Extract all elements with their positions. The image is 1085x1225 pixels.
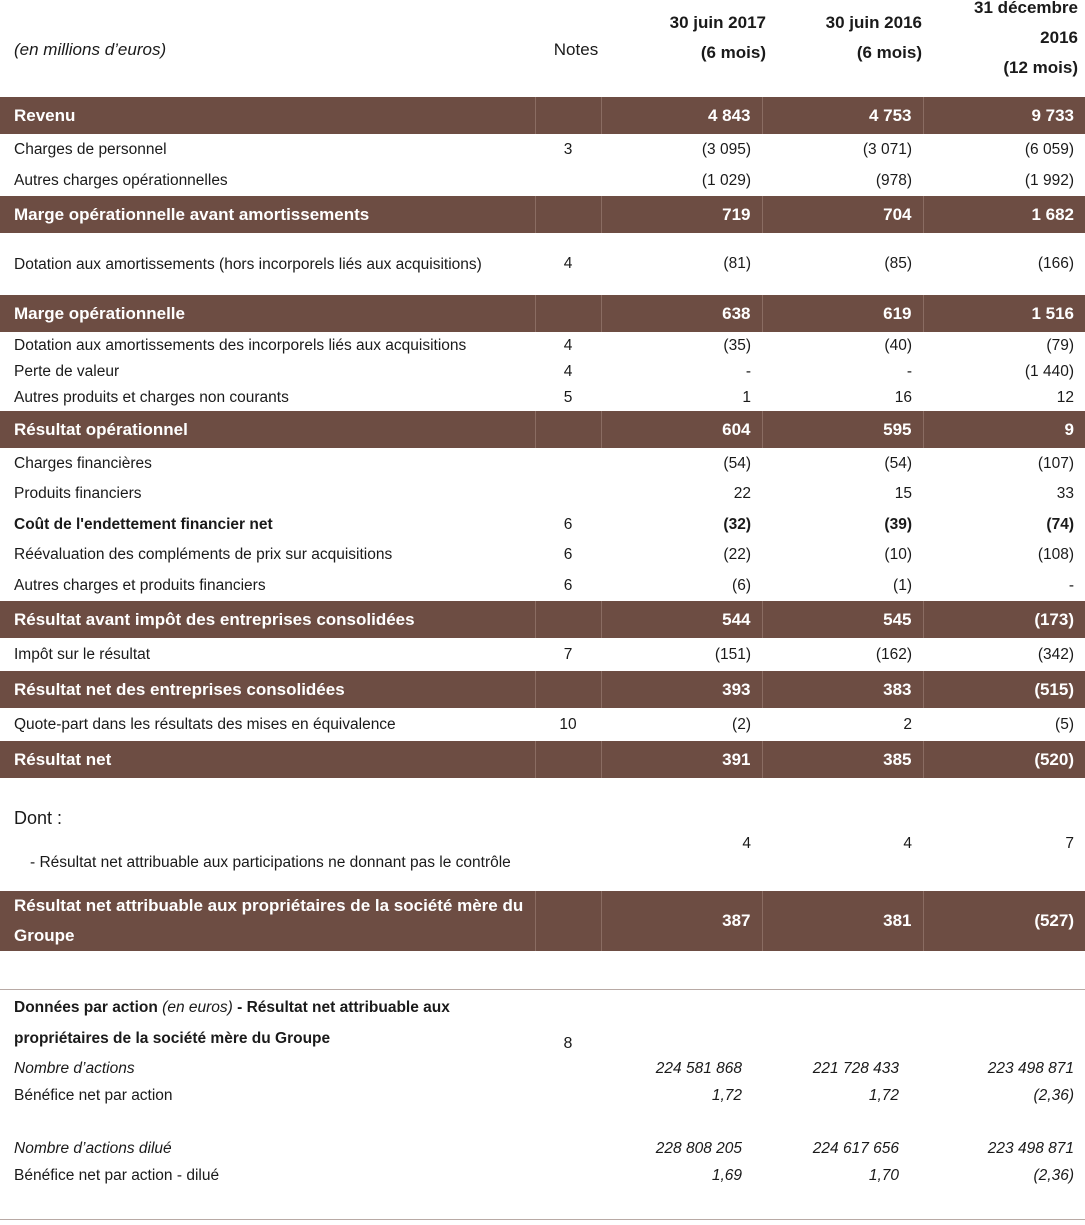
table-row	[0, 448, 1085, 479]
row-value	[762, 778, 923, 833]
table-row	[0, 479, 1085, 509]
row-value: (162)	[875, 645, 912, 663]
row-value: 545	[762, 601, 923, 638]
row-value: 228 808 205	[655, 1139, 742, 1157]
row-value: (1 029)	[701, 171, 751, 189]
table-row	[0, 165, 1085, 196]
row-label: Marge opérationnelle	[0, 295, 535, 332]
row-value: (978)	[875, 171, 912, 189]
row-label: - Résultat net attribuable aux participations ne donnant pas le contrôle	[30, 853, 511, 871]
row-notes	[535, 448, 601, 479]
column-header-line: (6 mois)	[700, 43, 766, 62]
row-value: 9	[923, 411, 1085, 448]
row-value: -	[745, 363, 751, 380]
table-row-ebitda	[0, 196, 1085, 233]
table-row	[0, 359, 1085, 385]
row-value: (2,36)	[1033, 1086, 1074, 1104]
row-value: 4 753	[762, 97, 923, 134]
row-value: (1)	[893, 576, 912, 594]
table-row	[0, 332, 1085, 359]
row-value: 619	[762, 295, 923, 332]
row-value: 383	[762, 671, 923, 708]
row-label: Charges financières	[14, 454, 152, 472]
column-header-dec-2016	[922, 0, 1078, 83]
row-value: (22)	[723, 546, 751, 563]
row-value: 1,72	[868, 1086, 899, 1104]
row-value: (85)	[884, 255, 912, 272]
table-row	[0, 540, 1085, 570]
row-value: (342)	[1037, 645, 1074, 663]
table-row	[0, 638, 1085, 671]
row-value: 4 843	[601, 97, 762, 134]
row-value: (3 071)	[862, 140, 912, 158]
row-value: 16	[894, 389, 912, 406]
row-label: Perte de valeur	[14, 363, 120, 380]
row-notes: 4	[563, 255, 573, 272]
row-label: Impôt sur le résultat	[14, 645, 151, 663]
row-notes	[535, 295, 601, 332]
row-label: Résultat net attribuable aux propriétaires de la société mère du Groupe	[0, 891, 535, 951]
row-label: Autres charges et produits financiers	[14, 576, 266, 594]
row-label: Bénéfice net par action	[14, 1086, 173, 1104]
row-notes	[535, 97, 601, 134]
row-value	[601, 778, 762, 833]
row-value: 221 728 433	[812, 1059, 899, 1077]
row-notes: 10	[559, 715, 577, 733]
row-value: 1,70	[868, 1166, 899, 1184]
table-row	[0, 1055, 1085, 1082]
row-value: 15	[894, 485, 912, 502]
row-value: 22	[733, 485, 751, 502]
row-value: (79)	[1046, 336, 1074, 354]
table-row-operating-margin	[0, 295, 1085, 332]
per-share-title-row	[0, 991, 1085, 1055]
row-value: 719	[601, 196, 762, 233]
row-notes: 6	[563, 546, 573, 563]
row-value: (166)	[1037, 255, 1074, 272]
row-label: Produits financiers	[14, 485, 142, 502]
column-header-line: 30 juin 2017	[669, 13, 766, 32]
row-label: Nombre d’actions	[14, 1059, 135, 1077]
row-notes: 3	[563, 140, 573, 158]
column-header-jun-2017	[602, 8, 766, 68]
row-value: 393	[601, 671, 762, 708]
row-label: Quote-part dans les résultats des mises en équivalence	[14, 715, 396, 733]
row-notes	[535, 741, 601, 778]
row-value: (515)	[923, 671, 1085, 708]
row-label: Bénéfice net par action - dilué	[14, 1166, 220, 1184]
row-value: (35)	[723, 336, 751, 354]
row-label: Autres produits et charges non courants	[14, 389, 289, 406]
notes-header: Notes	[553, 40, 599, 59]
row-value: (1 992)	[1024, 171, 1074, 189]
per-share-title	[0, 991, 535, 1055]
row-label: Résultat net des entreprises consolidées	[0, 671, 535, 708]
table-row	[0, 134, 1085, 165]
table-row-minority	[0, 833, 1085, 891]
row-notes	[535, 778, 601, 833]
row-value: 223 498 871	[987, 1059, 1074, 1077]
row-value: 7	[1065, 835, 1074, 852]
row-value: (54)	[723, 454, 751, 472]
row-value: 544	[601, 601, 762, 638]
row-value: (39)	[884, 515, 912, 533]
row-value: (81)	[723, 255, 751, 272]
row-value: 224 581 868	[655, 1059, 742, 1077]
row-value: 223 498 871	[987, 1139, 1074, 1157]
row-value: 387	[601, 891, 762, 951]
row-value: (151)	[714, 645, 751, 663]
row-value: (108)	[1037, 546, 1074, 563]
table-row-dont	[0, 778, 1085, 833]
row-value: 9 733	[923, 97, 1085, 134]
row-notes: 7	[563, 645, 573, 663]
row-notes	[535, 833, 601, 891]
row-value: (527)	[923, 891, 1085, 951]
table-row-revenu	[0, 97, 1085, 134]
column-header-line: 30 juin 2016	[825, 13, 922, 32]
table-header	[0, 0, 1085, 96]
row-label: Résultat net	[0, 741, 535, 778]
row-notes	[535, 891, 601, 951]
per-share-title-part: - Résultat net attribuable aux propriétaires de la société mère du Groupe	[14, 999, 450, 1047]
row-value: 1 516	[923, 295, 1085, 332]
row-value: 1	[742, 389, 751, 406]
table-row-consolidated-net	[0, 671, 1085, 708]
row-label: Charges de personnel	[14, 140, 167, 158]
row-value	[923, 778, 1085, 833]
row-value: (54)	[884, 454, 912, 472]
table-row	[0, 233, 1085, 295]
row-notes: 6	[563, 515, 573, 533]
row-value: 1,69	[711, 1166, 742, 1184]
row-label: Marge opérationnelle avant amortissements	[0, 196, 535, 233]
row-value: 385	[762, 741, 923, 778]
row-label: Nombre d’actions dilué	[14, 1139, 172, 1157]
row-notes: 5	[563, 389, 573, 406]
row-value: 704	[762, 196, 923, 233]
per-share-table	[0, 991, 1085, 1189]
row-value: 224 617 656	[812, 1139, 899, 1157]
unit-label: (en millions d’euros)	[14, 40, 167, 59]
row-notes: 6	[563, 576, 573, 594]
table-row	[0, 570, 1085, 601]
row-value: 638	[601, 295, 762, 332]
per-share-notes: 8	[563, 1035, 573, 1052]
row-value: 4	[742, 835, 751, 852]
row-value: 391	[601, 741, 762, 778]
row-value: 604	[601, 411, 762, 448]
row-value: (520)	[923, 741, 1085, 778]
row-value: 12	[1056, 389, 1074, 406]
row-notes: 4	[563, 336, 573, 354]
table-row	[0, 1162, 1085, 1189]
row-value: (32)	[723, 515, 751, 533]
row-label: Coût de l'endettement financier net	[14, 515, 273, 533]
row-value: (74)	[1046, 515, 1074, 533]
row-value: (1 440)	[1024, 363, 1074, 380]
row-value: (3 095)	[701, 140, 751, 158]
row-label: Dont :	[14, 808, 63, 828]
row-notes	[535, 411, 601, 448]
row-value: -	[1068, 576, 1074, 594]
table-row	[0, 1082, 1085, 1109]
per-share-title-part: Données par action	[14, 999, 158, 1016]
column-header-jun-2016	[762, 8, 922, 68]
row-label: Dotation aux amortissements (hors incorporels liés aux acquisitions)	[14, 255, 482, 273]
column-header-line: 31 décembre	[974, 0, 1078, 17]
row-value: 595	[762, 411, 923, 448]
row-value: 1 682	[923, 196, 1085, 233]
table-row	[0, 385, 1085, 411]
income-table	[0, 97, 1085, 951]
column-header-line: (6 mois)	[856, 43, 922, 62]
row-value: 2	[903, 715, 912, 733]
row-value: (2,36)	[1033, 1166, 1074, 1184]
row-notes: 4	[563, 363, 573, 380]
table-row-operating-result	[0, 411, 1085, 448]
table-row	[0, 1135, 1085, 1162]
table-row-pretax-result	[0, 601, 1085, 638]
row-label: Résultat avant impôt des entreprises consolidées	[0, 601, 535, 638]
row-value: (6 059)	[1024, 140, 1074, 158]
row-label: Résultat opérationnel	[0, 411, 535, 448]
row-value: 381	[762, 891, 923, 951]
row-value: (6)	[732, 576, 751, 594]
row-value: (2)	[732, 715, 751, 733]
table-row-net-debt-cost	[0, 509, 1085, 540]
row-notes	[535, 479, 601, 509]
row-label: Autres charges opérationnelles	[14, 171, 228, 189]
row-value: -	[906, 363, 912, 380]
per-share-unit: (en euros)	[162, 999, 233, 1016]
spacer-row	[0, 1109, 1085, 1135]
column-header-line: 2016	[1040, 28, 1078, 47]
row-value: 1,72	[711, 1086, 742, 1104]
table-row-net-result	[0, 741, 1085, 778]
row-label: Dotation aux amortissements des incorporels liés aux acquisitions	[14, 336, 467, 354]
section-divider	[0, 989, 1085, 990]
table-row	[0, 708, 1085, 741]
row-value: 33	[1056, 485, 1074, 502]
row-notes	[535, 671, 601, 708]
row-notes	[535, 196, 601, 233]
row-value: 4	[903, 835, 912, 852]
table-row-group-share	[0, 891, 1085, 951]
row-notes	[535, 165, 601, 196]
column-header-line: (12 mois)	[1003, 58, 1078, 77]
row-notes	[535, 601, 601, 638]
row-label: Réévaluation des compléments de prix sur acquisitions	[14, 546, 393, 563]
bottom-divider	[0, 1219, 1085, 1220]
row-value: (10)	[884, 546, 912, 563]
row-label: Revenu	[0, 97, 535, 134]
row-value: (107)	[1037, 454, 1074, 472]
row-value: (5)	[1055, 715, 1074, 733]
row-value: (40)	[884, 336, 912, 354]
row-value: (173)	[923, 601, 1085, 638]
